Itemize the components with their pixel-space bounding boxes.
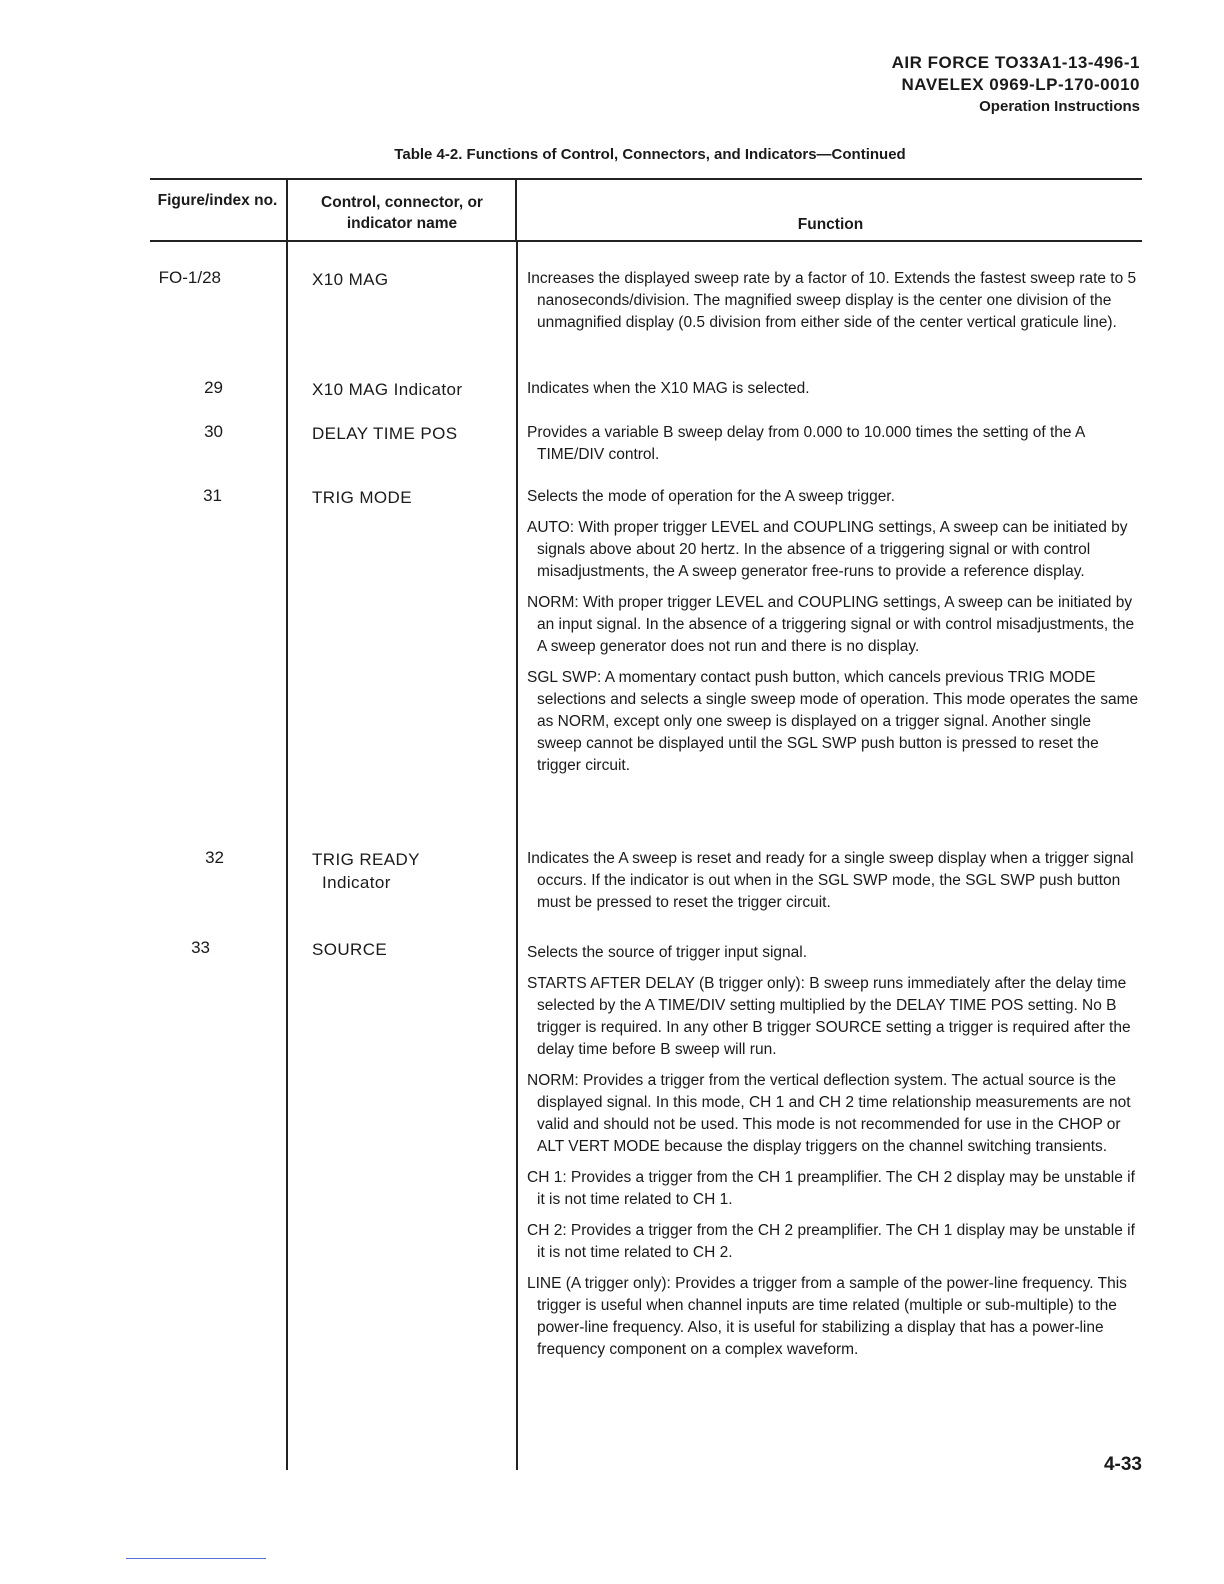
row-control-name: [312, 422, 512, 445]
row-control-name: [312, 268, 512, 291]
column-header-control-line2: indicator name: [346, 215, 458, 232]
footer-rule: [126, 1558, 266, 1559]
control-name-line: X10 MAG Indicator: [312, 380, 463, 399]
row-index: 29: [204, 378, 223, 397]
row-function: [527, 422, 1139, 475]
table-header: [150, 178, 1142, 242]
column-divider: [516, 242, 518, 1470]
row-function: [527, 942, 1139, 1370]
row-function: [527, 848, 1139, 923]
function-paragraph: Provides a variable B sweep delay from 0.000 to 10.000 times the setting of the A TIME/DIV control.: [527, 424, 1085, 463]
row-control-name: [312, 848, 512, 894]
functions-table: [150, 178, 1142, 1470]
function-paragraph: Selects the mode of operation for the A sweep trigger.: [527, 488, 895, 505]
row-function: [527, 268, 1139, 343]
page-header: [892, 52, 1140, 118]
control-name-line: TRIG READY: [312, 850, 420, 869]
row-index: 33: [191, 938, 210, 957]
column-divider: [286, 180, 288, 240]
control-name-line: TRIG MODE: [312, 488, 412, 507]
control-name-line: X10 MAG: [312, 270, 389, 289]
function-paragraph: Indicates the A sweep is reset and ready for a single sweep display when a trigger signal occurs. If the indicator is out when in the SGL SWP mode, the SGL SWP push button must be pressed to reset the trigger circuit.: [527, 850, 1134, 911]
function-paragraph: Increases the displayed sweep rate by a factor of 10. Extends the fastest sweep rate to 5 nanoseconds/division. The magnified sweep display is the center one division of the unmagnified display (0.5 division from either side of the center vertical graticule line).: [527, 270, 1137, 331]
function-paragraph: NORM: With proper trigger LEVEL and COUPLING settings, A sweep can be initiated by an input signal. In the absence of a triggering signal or with control misadjustments, the A sweep generator does not run and there is no display.: [527, 594, 1135, 655]
row-index: FO-1/28: [158, 268, 221, 287]
column-header-function: Function: [797, 216, 864, 233]
function-paragraph: SGL SWP: A momentary contact push button, which cancels previous TRIG MODE selections and selects a single sweep mode of operation. This mode operates the same as NORM, except only one sweep is displayed on a trigger signal. Another single sweep cannot be displayed until the SGL SWP push button is pressed to reset the trigger circuit.: [527, 669, 1139, 774]
function-paragraph: AUTO: With proper trigger LEVEL and COUPLING settings, A sweep can be initiated by signals above about 20 hertz. In the absence of a triggering signal or with control misadjustments, the A sweep generator free-runs to provide a reference display.: [527, 519, 1128, 580]
column-header-control: [289, 192, 515, 234]
row-control-name: [312, 378, 512, 401]
control-name-line: Indicator: [322, 873, 391, 892]
column-header-figure: Figure/index no.: [157, 192, 278, 209]
row-index: 31: [203, 486, 222, 505]
function-paragraph: CH 1: Provides a trigger from the CH 1 preamplifier. The CH 2 display may be unstable if it is not time related to CH 1.: [527, 1169, 1135, 1208]
function-paragraph: NORM: Provides a trigger from the vertical deflection system. The actual source is the displayed signal. In this mode, CH 1 and CH 2 time relationship measurements are not valid and should not be used. This mode is not recommended for use in the CHOP or ALT VERT MODE because the display triggers on the channel switching transients.: [527, 1072, 1131, 1155]
table-body: [150, 242, 1142, 1470]
control-name-line: SOURCE: [312, 940, 388, 959]
table-caption: Table 4-2. Functions of Control, Connectors, and Indicators—Continued: [394, 146, 906, 163]
header-doc-number-navelex: NAVELEX 0969-LP-170-0010: [901, 75, 1140, 94]
row-index: 30: [204, 422, 223, 441]
header-doc-number-af: AIR FORCE TO33A1-13-496-1: [891, 53, 1140, 72]
row-function: [527, 378, 1139, 409]
row-control-name: [312, 486, 512, 509]
function-paragraph: STARTS AFTER DELAY (B trigger only): B sweep runs immediately after the delay time selected by the A TIME/DIV setting multiplied by the DELAY TIME POS setting. No B trigger is required. In any other B trigger SOURCE setting a trigger is required after the delay time before B sweep will run.: [527, 975, 1131, 1058]
column-header-control-line1: Control, connector, or: [321, 194, 483, 211]
page-number: 4-33: [1103, 1454, 1142, 1475]
column-divider: [515, 180, 517, 240]
row-function: [527, 486, 1139, 786]
function-paragraph: Indicates when the X10 MAG is selected.: [527, 380, 810, 397]
function-paragraph: LINE (A trigger only): Provides a trigger from a sample of the power-line frequency. This trigger is useful when channel inputs are time related (multiple or sub-multiple) to the power-line frequency. Also, it is useful for stabilizing a display that has a power-line frequency component on a complex waveform.: [527, 1275, 1127, 1358]
column-divider: [286, 242, 288, 1470]
function-paragraph: Selects the source of trigger input signal.: [527, 944, 808, 961]
row-control-name: [312, 938, 512, 961]
row-index: 32: [205, 848, 224, 867]
header-section-title: Operation Instructions: [979, 98, 1140, 115]
function-paragraph: CH 2: Provides a trigger from the CH 2 preamplifier. The CH 1 display may be unstable if it is not time related to CH 2.: [527, 1222, 1135, 1261]
control-name-line: DELAY TIME POS: [312, 424, 458, 443]
